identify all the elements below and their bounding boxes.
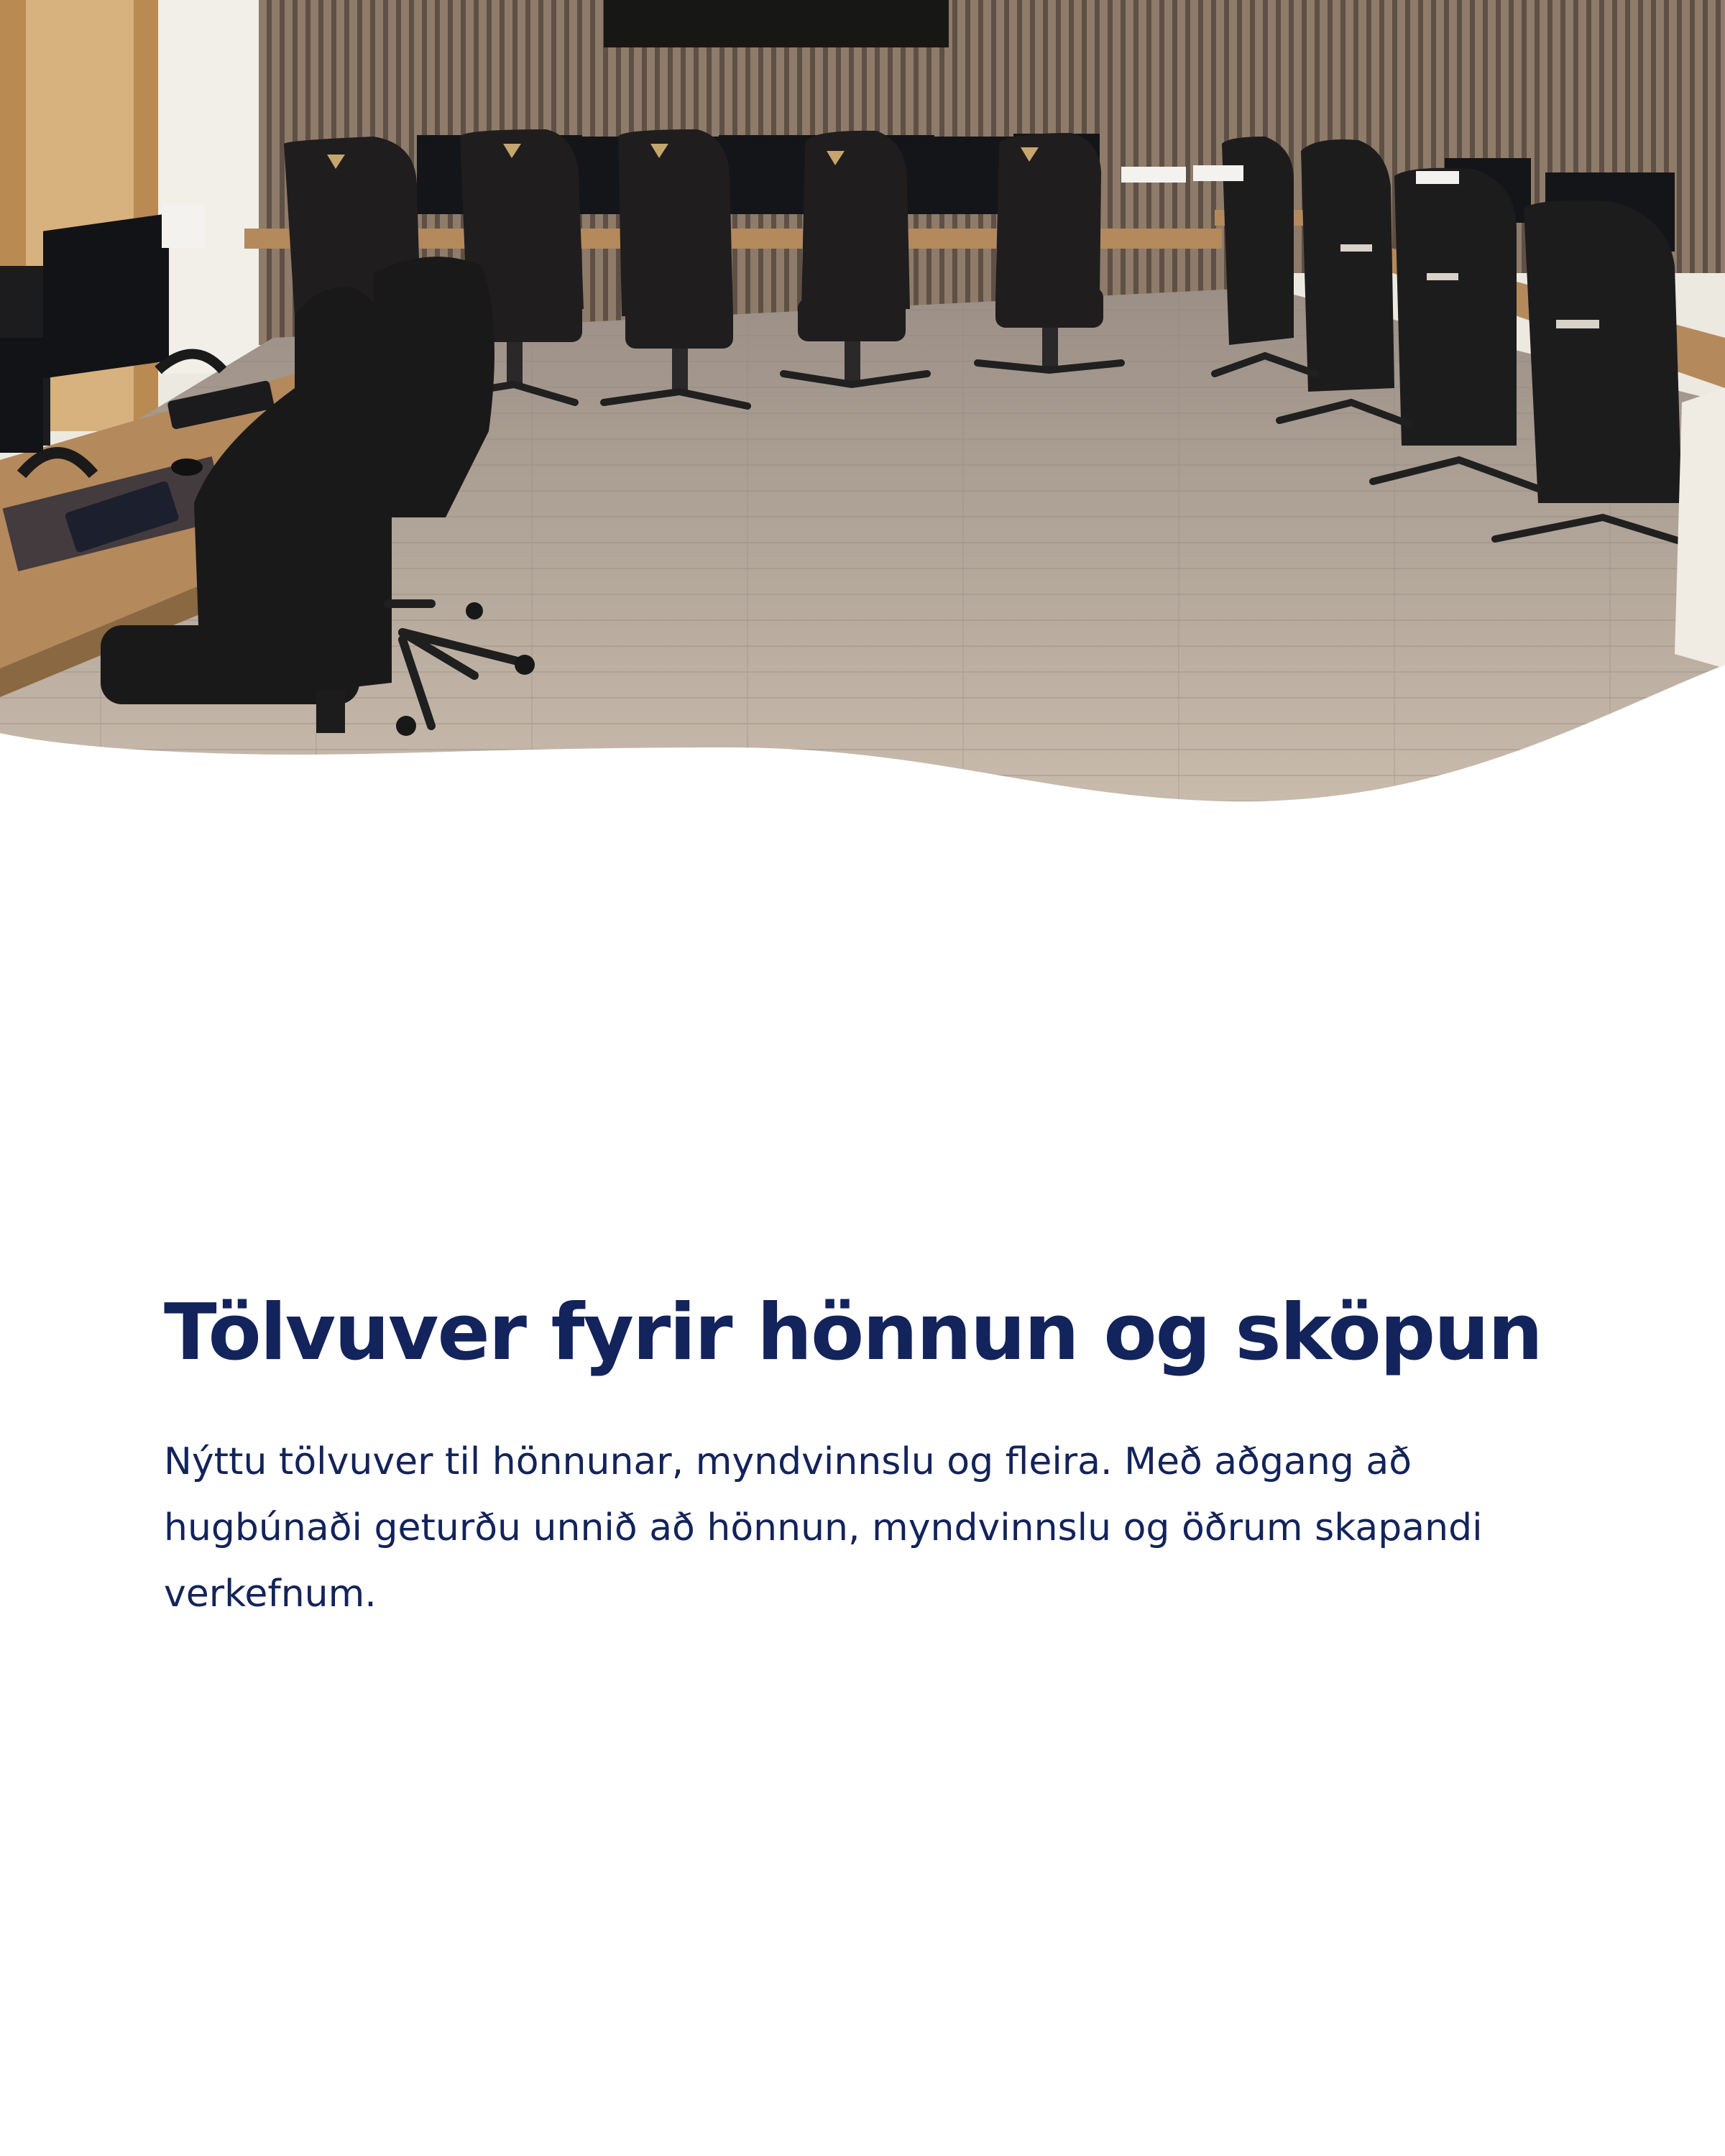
hero-image [0, 0, 1725, 812]
section-title: Tölvuver fyrir hönnun og sköpun [164, 1288, 1542, 1378]
section-description: Nýttu tölvuver til hönnunar, myndvinnslu og fleira. Með aðgang að hugbúnaði geturðu unnið að hönnun, myndvinnslu og öðrum skapandi verkefnum. [164, 1439, 1483, 1616]
content-section [164, 1286, 1573, 1627]
computer-lab-photo [0, 0, 1725, 812]
